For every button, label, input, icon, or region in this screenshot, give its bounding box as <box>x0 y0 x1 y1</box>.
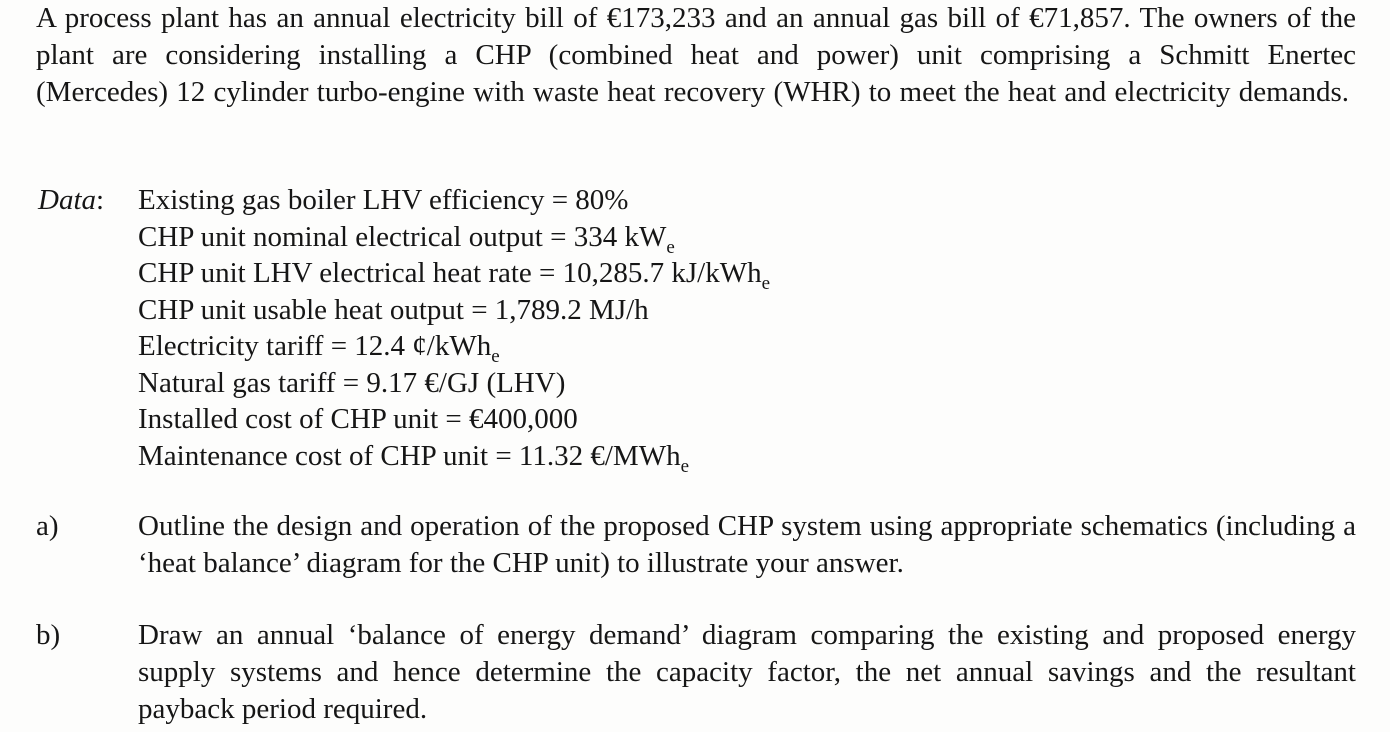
data-item-text: Existing gas boiler LHV efficiency = 80% <box>138 184 629 216</box>
data-list <box>138 182 771 477</box>
data-heading <box>38 182 104 219</box>
data-item-text: CHP unit nominal electrical output = 334 kW <box>138 220 667 253</box>
question-a-text: Outline the design and operation of the proposed CHP system using appropriate schematics (including a ‘heat balance’ diagram for the CHP unit) to illustrate your answer. <box>138 510 1356 579</box>
data-item-boiler-efficiency <box>138 182 770 219</box>
question-a-label: a) <box>36 510 59 542</box>
data-item-gas-tariff <box>138 365 770 402</box>
intro-paragraph: A process plant has an annual electricity bill of €173,233 and an annual gas bill of €71,857. The owners of the plant are considering installing a CHP (combined heat and power) unit comprising a Schmitt Enertec (Mercedes) 12 cylinder turbo-engine with waste heat recovery (WHR) to meet the heat and electricity demands. <box>36 2 1356 108</box>
data-item-text: Natural gas tariff = 9.17 €/GJ (LHV) <box>138 366 566 399</box>
data-item-electricity-tariff <box>138 328 770 365</box>
question-b-text: Draw an annual ‘balance of energy demand’ diagram comparing the existing and proposed energy supply systems and hence determine the capacity factor, the net annual savings and the resultant payback period required. <box>138 619 1356 725</box>
data-item-text: CHP unit LHV electrical heat rate = 10,285.7 kJ/kWh <box>138 257 762 289</box>
data-item-subscript: e <box>680 455 690 477</box>
data-item-text: Electricity tariff = 12.4 ¢/kWh <box>138 330 492 362</box>
data-item-subscript: e <box>666 236 675 258</box>
data-item-text: Installed cost of CHP unit = €400,000 <box>138 403 578 435</box>
data-item-subscript: e <box>491 346 500 367</box>
data-item-subscript: e <box>761 273 771 294</box>
question-b-label: b) <box>36 619 61 651</box>
data-item-text: CHP unit usable heat output = 1,789.2 MJ/h <box>138 293 649 326</box>
data-item-heat-rate <box>138 255 770 292</box>
data-item-installed-cost <box>138 401 770 438</box>
data-item-text: Maintenance cost of CHP unit = 11.32 €/MWh <box>138 439 681 472</box>
data-item-electrical-output <box>138 219 770 256</box>
data-heading-colon: : <box>96 184 105 216</box>
data-item-heat-output <box>138 292 770 329</box>
data-heading-label: Data <box>38 184 96 216</box>
data-item-maintenance-cost <box>138 438 770 475</box>
